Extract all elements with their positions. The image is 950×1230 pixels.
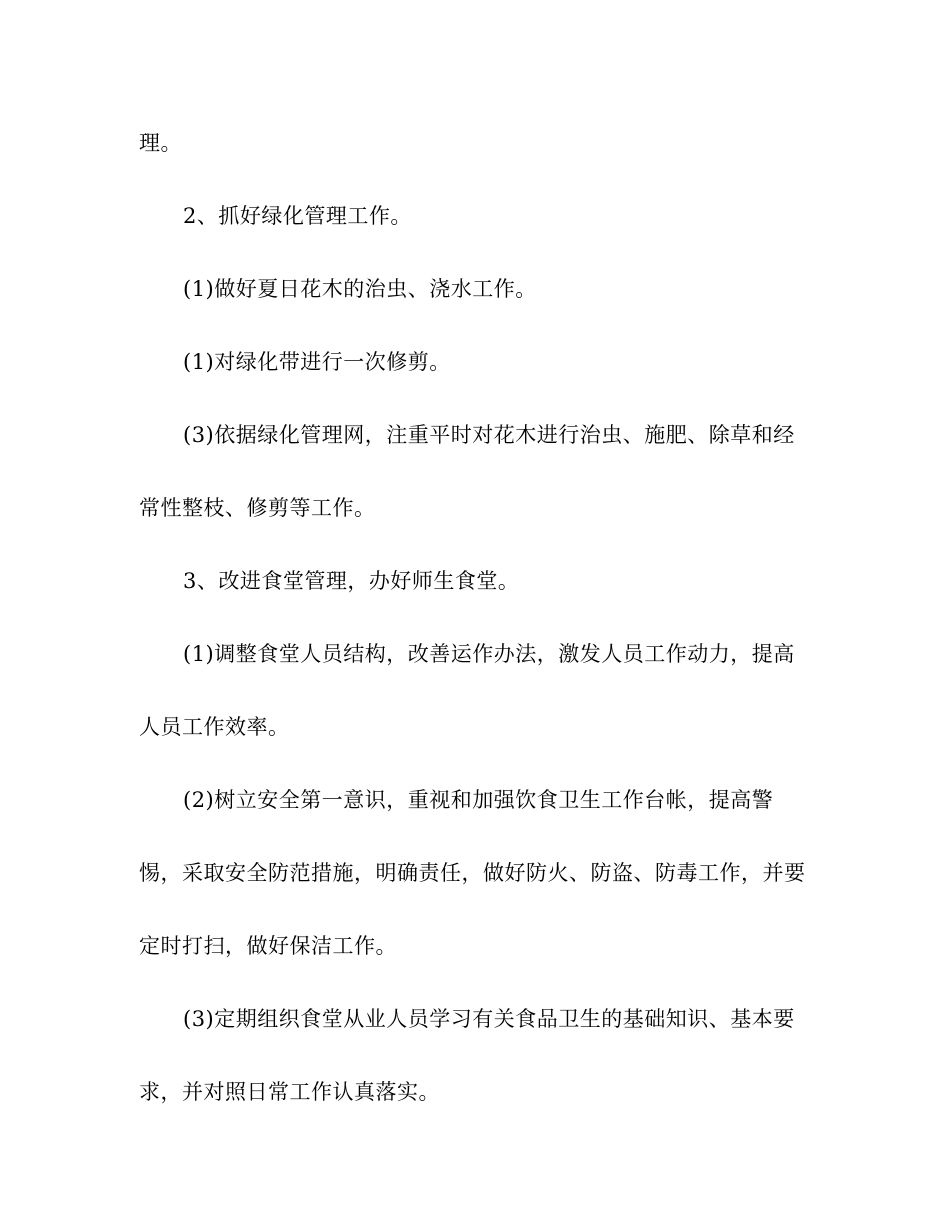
- text-line: 常性整枝、修剪等工作。: [139, 496, 376, 520]
- text-line: 惕，采取安全防范措施，明确责任，做好防火、防盗、防毒工作，并要: [139, 861, 806, 885]
- text-line: 求，并对照日常工作认真落实。: [139, 1080, 440, 1104]
- text-line: 定时打扫，做好保洁工作。: [139, 934, 397, 958]
- text-line: 理。: [139, 131, 182, 155]
- text-line: 人员工作效率。: [139, 715, 290, 739]
- text-line: (3)依据绿化管理网，注重平时对花木进行治虫、施肥、除草和经: [183, 423, 795, 447]
- text-line: (1)对绿化带进行一次修剪。: [183, 350, 451, 374]
- text-line: (3)定期组织食堂从业人员学习有关食品卫生的基础知识、基本要: [183, 1007, 795, 1031]
- section-heading: 3、改进食堂管理，办好师生食堂。: [183, 569, 520, 593]
- section-heading: 2、抓好绿化管理工作。: [183, 204, 412, 228]
- text-line: (1)调整食堂人员结构，改善运作办法，激发人员工作动力，提高: [183, 642, 795, 666]
- text-line: (2)树立安全第一意识，重视和加强饮食卫生工作台帐，提高警: [183, 788, 774, 812]
- text-line: (1)做好夏日花木的治虫、浇水工作。: [183, 277, 537, 301]
